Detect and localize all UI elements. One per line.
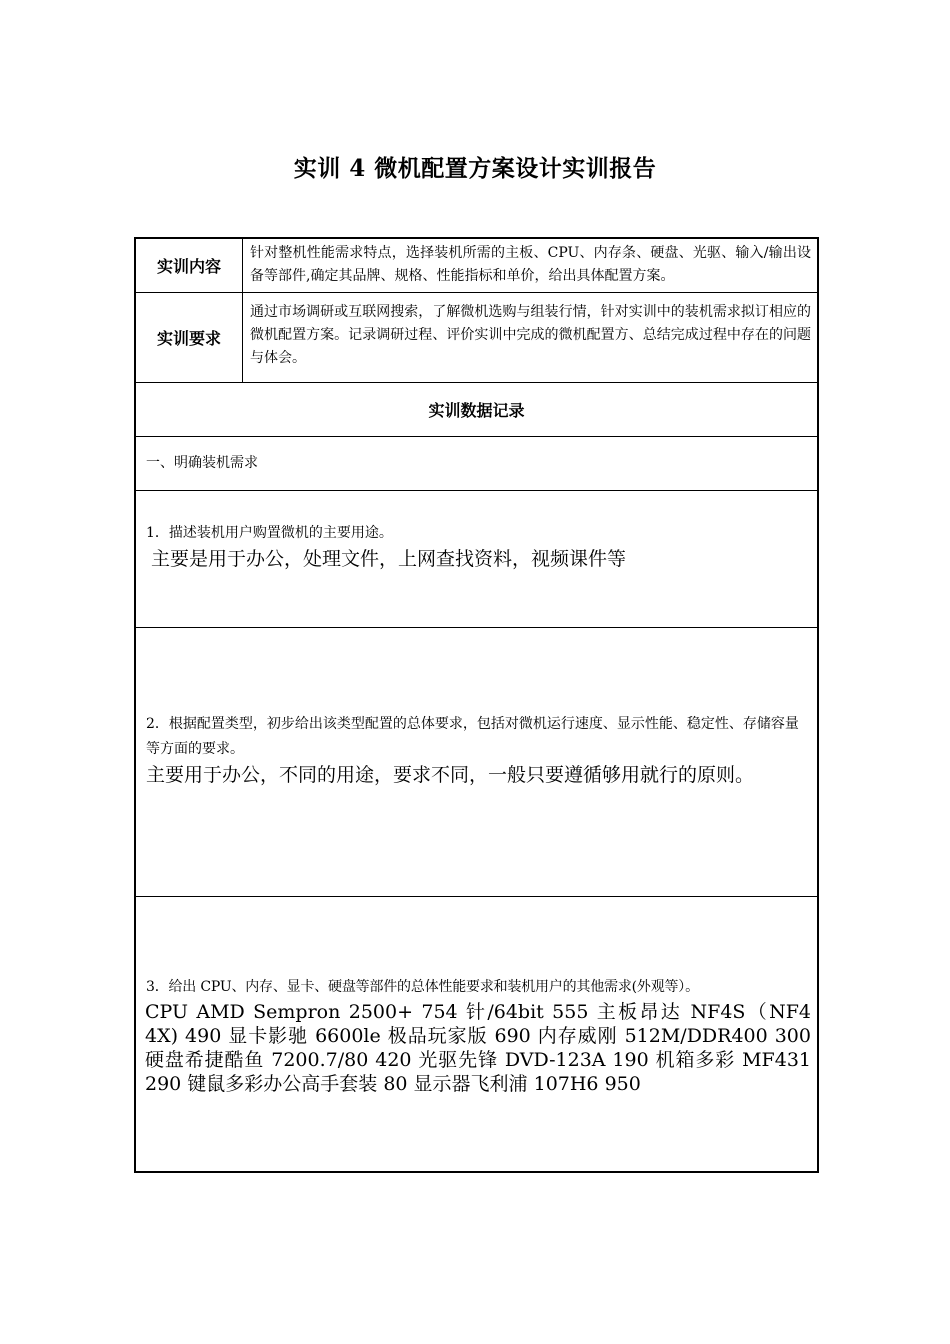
question-one: 1．描述装机用户购置微机的主要用途。: [146, 525, 393, 541]
requirement-label: 实训要求: [136, 293, 243, 382]
answer-three: CPU AMD Sempron 2500+ 754 针/64bit 555 主板昂达 NF4S（NF4 4X) 490 显卡影驰 6600le 极品玩家版 690 内存威刚 512M/DDR400 300 硬盘希捷酷鱼 7200.7/80 420 光驱先锋 DVD-123A 190 机箱多彩 MF431 290 键鼠多彩办公高手套装 80 显示器飞利浦 107H6 950: [145, 1001, 811, 1095]
answer-two: 主要用于办公，不同的用途，要求不同，一般只要遵循够用就行的原则。: [146, 764, 755, 786]
section-one-row: [136, 437, 817, 491]
report-table: [134, 237, 819, 1173]
record-heading-row: [136, 383, 817, 437]
content-text: 针对整机性能需求特点，选择装机所需的主板、CPU、内存条、硬盘、光驱、输入/输出设备等部件,确定其品牌、规格、性能指标和单价，给出具体配置方案。: [250, 245, 811, 284]
answer-one: 主要是用于办公，处理文件，上网查找资料，视频课件等: [151, 548, 627, 570]
content-label: 实训内容: [136, 239, 243, 292]
section-one-heading: 一、明确装机需求: [146, 455, 258, 471]
document-title: 实训 4 微机配置方案设计实训报告: [293, 155, 657, 182]
question-one-row: [136, 491, 817, 628]
record-heading: 实训数据记录: [428, 401, 525, 420]
question-two-row: [136, 628, 817, 897]
requirement-text: 通过市场调研或互联网搜索，了解微机选购与组装行情，针对实训中的装机需求拟订相应的微机配置方案。记录调研过程、评价实训中完成的微机配置方、总结完成过程中存在的问题与体会。: [250, 304, 811, 366]
content-row: [136, 239, 817, 293]
question-two: 2．根据配置类型，初步给出该类型配置的总体要求，包括对微机运行速度、显示性能、稳定性、存储容量等方面的要求。: [146, 716, 799, 757]
requirement-row: [136, 293, 817, 383]
question-three: 3．给出 CPU、内存、显卡、硬盘等部件的总体性能要求和装机用户的其他需求(外观等）。: [146, 979, 699, 995]
question-three-row: [136, 897, 817, 1173]
